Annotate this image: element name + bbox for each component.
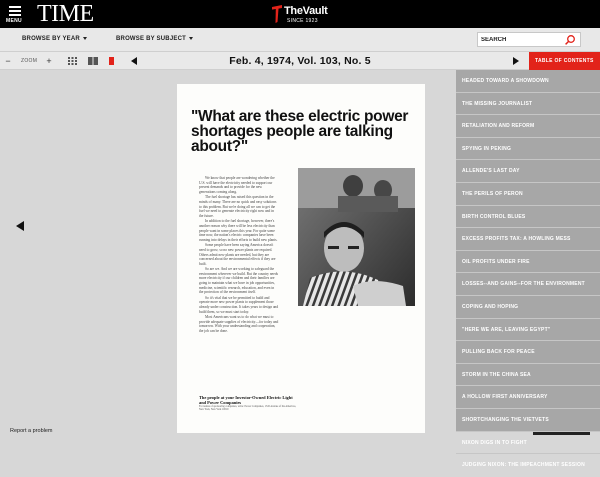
search-icon[interactable]	[564, 34, 576, 46]
toc-item[interactable]: PULLING BACK FOR PEACE	[456, 341, 600, 364]
ad-paragraph: We know that people are wondering whether the U.S. will have the electricity needed to support our present demands and to provide for the new generations coming along.	[199, 176, 275, 194]
toc-item[interactable]: JUDGING NIXON: THE IMPEACHMENT SESSION	[462, 462, 585, 469]
report-problem-link[interactable]: Report a problem	[10, 428, 53, 434]
time-logo[interactable]: TIME	[37, 1, 94, 27]
menu-button[interactable]	[6, 4, 26, 26]
toc-item[interactable]: EXCESS PROFITS TAX: A HOWLING MESS	[456, 228, 600, 251]
vault-name: TheVault	[284, 5, 328, 17]
ad-paragraph: Most Americans want us to do what we must to provide adequate supplies of electricity—for today and tomorrow. With your understanding and cooperation, the job can be done.	[199, 315, 279, 333]
ad-paragraph: In addition to the fuel shortage, however, there's another reason why there will be less electricity than people want in some places this year. For quite some time now, the nation's electric companies have been running into delays in their efforts to build new plants.	[199, 219, 278, 242]
browse-by-year-label: BROWSE BY YEAR	[22, 36, 80, 42]
browse-by-subject-dropdown[interactable]	[116, 36, 193, 42]
ad-paragraph: So are we. And we are working to safeguard the environment wherever we build. But the country needs more electricity if our children and their families are going to maintain what we have in job opportunities, medicine, scientific research, education, and even in the protection of the environment itself.	[199, 267, 279, 295]
issue-title: Feb. 4, 1974, Vol. 103, No. 5	[229, 55, 371, 67]
viewer-toolbar	[0, 52, 600, 70]
chevron-down-icon	[189, 37, 193, 40]
toc-item[interactable]: HEADED TOWARD A SHOWDOWN	[456, 70, 600, 93]
magazine-page[interactable]	[177, 84, 425, 433]
ad-paragraph: Some people have been saying America doesn't need to grow, so no new power plants are required. Others admit new plants are needed, but they are concerned about the environmental effects if they are built.	[199, 243, 276, 266]
ad-paragraph: The fuel shortage has raised this question in the minds of many. There are no quick and easy solutions to this problem. But we're doing all we can to get the fuel we need to generate electricity right now and in the future.	[199, 195, 277, 218]
toc-panel	[456, 70, 600, 469]
zoom-in-button[interactable]: +	[46, 56, 52, 66]
hamburger-icon	[9, 6, 21, 18]
toc-item[interactable]: ALLENDE'S LAST DAY	[456, 160, 600, 183]
toc-item[interactable]: THE MISSING JOURNALIST	[456, 93, 600, 116]
grid-view-icon[interactable]	[68, 57, 77, 65]
ad-signoff: The people at your Investor-Owned Electric Light and Power Companies	[199, 395, 293, 405]
toc-item[interactable]: LOSSES--AND GAINS--FOR THE ENVIRONMENT	[456, 273, 600, 296]
toc-item[interactable]: A HOLLOW FIRST ANNIVERSARY	[456, 386, 600, 409]
vault-logo[interactable]	[270, 3, 340, 25]
top-header	[0, 0, 600, 28]
toc-item[interactable]: RETALIATION AND REFORM	[456, 115, 600, 138]
ad-body	[199, 176, 279, 335]
chevron-down-icon	[83, 37, 87, 40]
ad-photo	[298, 168, 415, 306]
zoom-label: ZOOM	[21, 58, 38, 64]
toc-item[interactable]: "HERE WE ARE, LEAVING EGYPT"	[456, 319, 600, 342]
zoom-out-button[interactable]: −	[5, 56, 11, 66]
browse-by-year-dropdown[interactable]	[22, 36, 87, 42]
search-box	[477, 32, 581, 47]
toc-item[interactable]: SHORTCHANGING THE VIETVETS	[456, 409, 600, 432]
toc-item[interactable]: COPING AND HOPING	[456, 296, 600, 319]
browse-bar	[0, 28, 600, 52]
previous-page-arrow-icon[interactable]	[16, 221, 24, 231]
two-page-view-icon[interactable]	[88, 57, 98, 65]
menu-label: MENU	[6, 18, 22, 24]
toc-item[interactable]: STORM IN THE CHINA SEA	[456, 364, 600, 387]
toc-item[interactable]: SPYING IN PEKING	[456, 138, 600, 161]
toc-item[interactable]: NIXON DIGS IN TO FIGHT	[456, 432, 600, 455]
vault-since: SINCE 1923	[287, 18, 318, 24]
toc-item[interactable]: BIRTH CONTROL BLUES	[456, 206, 600, 229]
single-page-view-icon[interactable]	[109, 57, 114, 65]
toc-button-label: TABLE OF CONTENTS	[535, 58, 594, 64]
browse-by-subject-label: BROWSE BY SUBJECT	[116, 36, 186, 42]
ad-headline: "What are these electric power shortages people are talking about?"	[191, 108, 409, 155]
vault-t-icon	[271, 4, 283, 24]
next-issue-arrow-icon[interactable]	[513, 57, 519, 65]
toc-item[interactable]: THE PERILS OF PERON	[456, 183, 600, 206]
ad-fine-print: For names of sponsoring companies, write: Power Companies, 1345 Avenue of the Americas, New York, New York 10019	[199, 405, 296, 411]
search-input[interactable]	[478, 33, 560, 46]
previous-issue-arrow-icon[interactable]	[131, 57, 137, 65]
table-of-contents-button[interactable]	[529, 52, 600, 70]
toc-item[interactable]: OIL PROFITS UNDER FIRE	[456, 251, 600, 274]
ad-paragraph: So it's vital that we be permitted to build and operate more new power plants to supplement those already under construction. It takes years to design and build them, so we must start today.	[199, 295, 279, 314]
